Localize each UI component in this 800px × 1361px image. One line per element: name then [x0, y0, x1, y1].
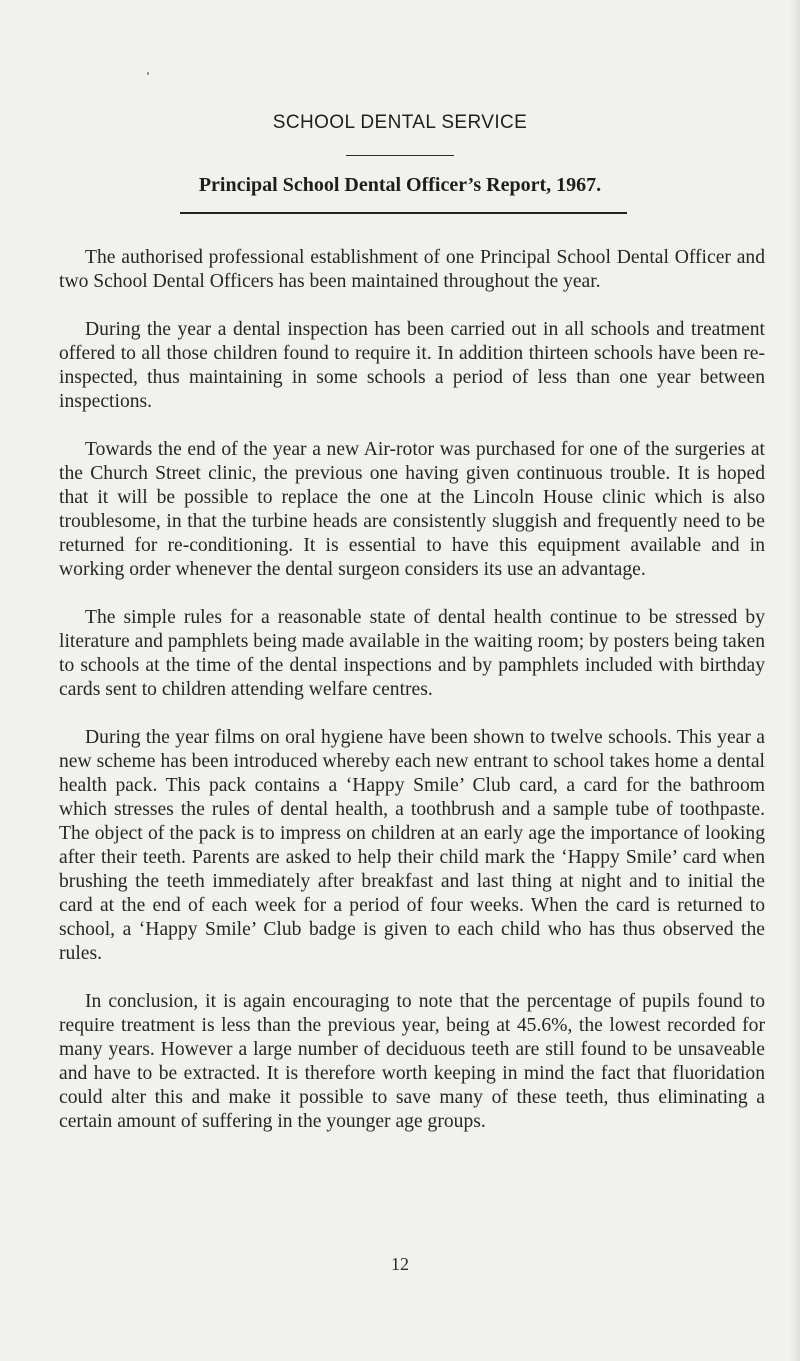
paragraph-conclusion: In conclusion, it is again encouraging to note that the percentage of pupils found to require treatment is less than the previous year, being at 45.6%, the lowest recorded for many years. However a large number of deciduous teeth are still found to be unsaveable and have to be extracted. It is therefore worth keeping in mind the fact that fluoridation could alter this and make it possible to save many of these teeth, thus eliminating a certain amount of suffering in the younger age groups.: [59, 991, 765, 1132]
paragraph-dental-health-rules: The simple rules for a reasonable state of dental health continue to be stressed by literature and pamphlets being made available in the waiting room; by posters being taken to schools at the time of the dental inspections and by pamphlets included with birthday cards sent to children attending welfare centres.: [59, 607, 765, 700]
paragraph-air-rotor: Towards the end of the year a new Air-rotor was purchased for one of the surgeries at the Church Street clinic, the previous one having given continuous trouble. It is hoped that it will be possible to replace the one at the Lincoln House clinic which is also troublesome, in that the turbine heads are consistently sluggish and frequently need to be returned for re-conditioning. It is essential to have this equipment available and in working order whenever the dental surgeon considers its use an advantage.: [59, 439, 765, 580]
report-subtitle: Principal School Dental Officer’s Report, 1967.: [198, 174, 602, 196]
paragraph-establishment: The authorised professional establishment of one Principal School Dental Officer and two School Dental Officers has been maintained throughout the year.: [59, 247, 765, 292]
subtitle-underline: [180, 212, 627, 214]
paragraph-happy-smile: During the year films on oral hygiene have been shown to twelve schools. This year a new scheme has been introduced whereby each new entrant to school takes home a dental health pack. This pack contains a ‘Happy Smile’ Club card, a card for the bathroom which stresses the rules of dental health, a toothbrush and a sample tube of toothpaste. The object of the pack is to impress on children at an early age the importance of looking after their teeth. Parents are asked to help their child mark the ‘Happy Smile’ card when brushing the teeth immediately after breakfast and last thing at night and to initial the card at the end of each week for a period of four weeks. When the card is returned to school, a ‘Happy Smile’ Club badge is given to each child who has thus observed the rules.: [59, 727, 765, 964]
title-divider: [346, 155, 454, 156]
document-title: SCHOOL DENTAL SERVICE: [272, 112, 528, 133]
paragraph-inspection: During the year a dental inspection has been carried out in all schools and treatment offered to all those children found to require it. In addition thirteen schools have been re-inspected, thus maintaining in some schools a period of less than one year between inspections.: [59, 319, 765, 412]
report-body: [59, 246, 765, 1158]
page-edge-shadow: [790, 0, 800, 1361]
page-number: 12: [391, 1254, 409, 1274]
print-speck: [147, 72, 149, 75]
